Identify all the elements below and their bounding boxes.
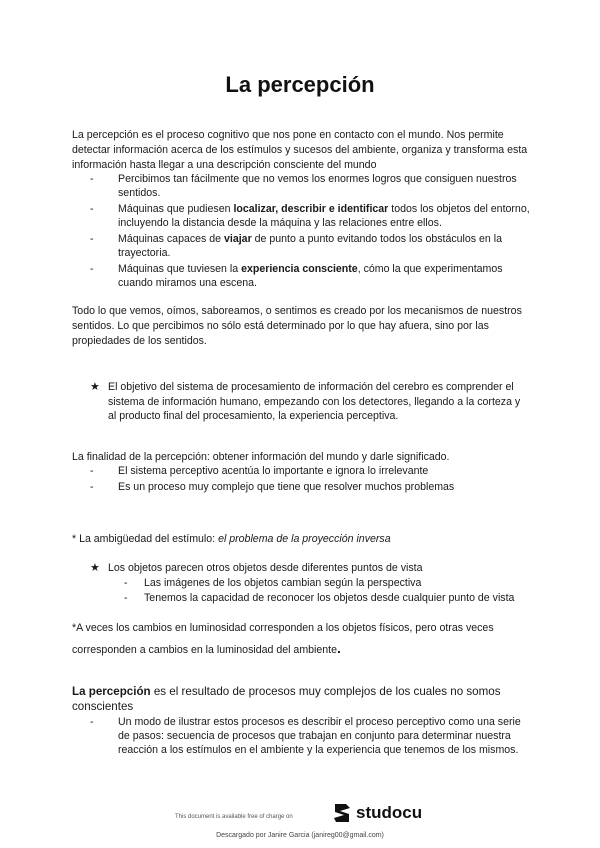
bullet-marker: - (90, 465, 94, 477)
bullet-marker: - (90, 233, 94, 245)
list-item-text: Máquinas que pudiesen localizar, describir e identificar todos los objetos del entorno, incluyendo la distancia desde la máquina y las relaciones entre ellos. (118, 203, 530, 229)
sub-list-item (124, 576, 534, 590)
studocu-logo[interactable] (332, 802, 422, 824)
list-item (90, 172, 530, 200)
star-item (90, 561, 530, 576)
finalidad-paragraph: La finalidad de la percepción: obtener información del mundo y darle significado. (72, 451, 450, 463)
sub-list-item (124, 591, 534, 605)
list-item-text: Es un proceso muy complejo que tiene que resolver muchos problemas (118, 481, 455, 493)
senses-paragraph: Todo lo que vemos, oímos, saboreamos, o sentimos es creado por los mecanismos de nuestros sentidos. Lo que percibimos no sólo está determinado por lo que hay afuera, sino por las propiedades de los sentidos. (72, 305, 522, 347)
bullet-marker: - (90, 203, 94, 215)
list-item (90, 715, 530, 757)
list-item (90, 262, 530, 290)
ambiguedad-heading: * La ambigüedad del estímulo: el problema de la proyección inversa (72, 533, 391, 545)
list-item (90, 480, 530, 494)
list-item-text: El sistema perceptivo acentúa lo importante e ignora lo irrelevante (118, 465, 429, 477)
star-icon: ★ (90, 381, 100, 393)
list-item-text: Percibimos tan fácilmente que no vemos los enormes logros que consiguen nuestros sentidos. (118, 173, 517, 199)
list-item (90, 232, 530, 260)
page-title: La percepción (225, 72, 375, 97)
luminosidad-line-2: corresponden a cambios en la luminosidad del ambiente. (72, 640, 341, 656)
bullet-marker: - (90, 263, 94, 275)
download-attribution: Descargado por Janire Garcia (janireg00@gmail.com) (216, 832, 384, 839)
sub-list-item-text: Tenemos la capacidad de reconocer los objetos desde cualquier punto de vista (144, 592, 515, 604)
bullet-marker: - (90, 716, 94, 728)
list-item (90, 202, 530, 230)
list-item-text: Máquinas que tuviesen la experiencia consciente, cómo la que experimentamos cuando miramos una escena. (118, 263, 503, 289)
luminosidad-line-1: *A veces los cambios en luminosidad corresponden a los objetos físicos, pero otras veces (72, 622, 494, 634)
list-item-text: Un modo de ilustrar estos procesos es describir el proceso perceptivo como una serie de pasos: secuencia de procesos que trabajan en conjunto para determinar nuestra reacción a los estímulos en el ambiente y la experiencia que tenemos de los mismos. (118, 716, 521, 756)
resultado-paragraph: La percepción es el resultado de procesos muy complejos de los cuales no somos conscientes (72, 685, 501, 713)
star-icon: ★ (90, 562, 100, 574)
footer-note: This document is available free of charge on (175, 814, 293, 820)
star-item-text: El objetivo del sistema de procesamiento de información del cerebro es comprender el sistema de información humano, empezando con los detectores, llegando a la corteza y al producto final del procesamiento, la experiencia perceptiva. (108, 381, 521, 422)
star-item (90, 380, 530, 424)
star-item-text: Los objetos parecen otros objetos desde diferentes puntos de vista (108, 562, 423, 574)
list-item (90, 464, 530, 478)
brand-name: studocu (356, 803, 423, 822)
list-item-text: Máquinas capaces de viajar de punto a punto evitando todos los obstáculos en la trayectoria. (118, 233, 503, 259)
studocu-s-icon (332, 802, 352, 824)
bullet-marker: - (124, 592, 128, 604)
bullet-marker: - (124, 577, 128, 589)
bullet-marker: - (90, 173, 94, 185)
sub-list-item-text: Las imágenes de los objetos cambian según la perspectiva (144, 577, 422, 589)
bullet-marker: - (90, 481, 94, 493)
intro-paragraph: La percepción es el proceso cognitivo que nos pone en contacto con el mundo. Nos permite detectar información acerca de los estímulos y sucesos del ambiente, organiza y transforma esta información hasta llegar a una descripción consciente del mundo (72, 129, 528, 171)
